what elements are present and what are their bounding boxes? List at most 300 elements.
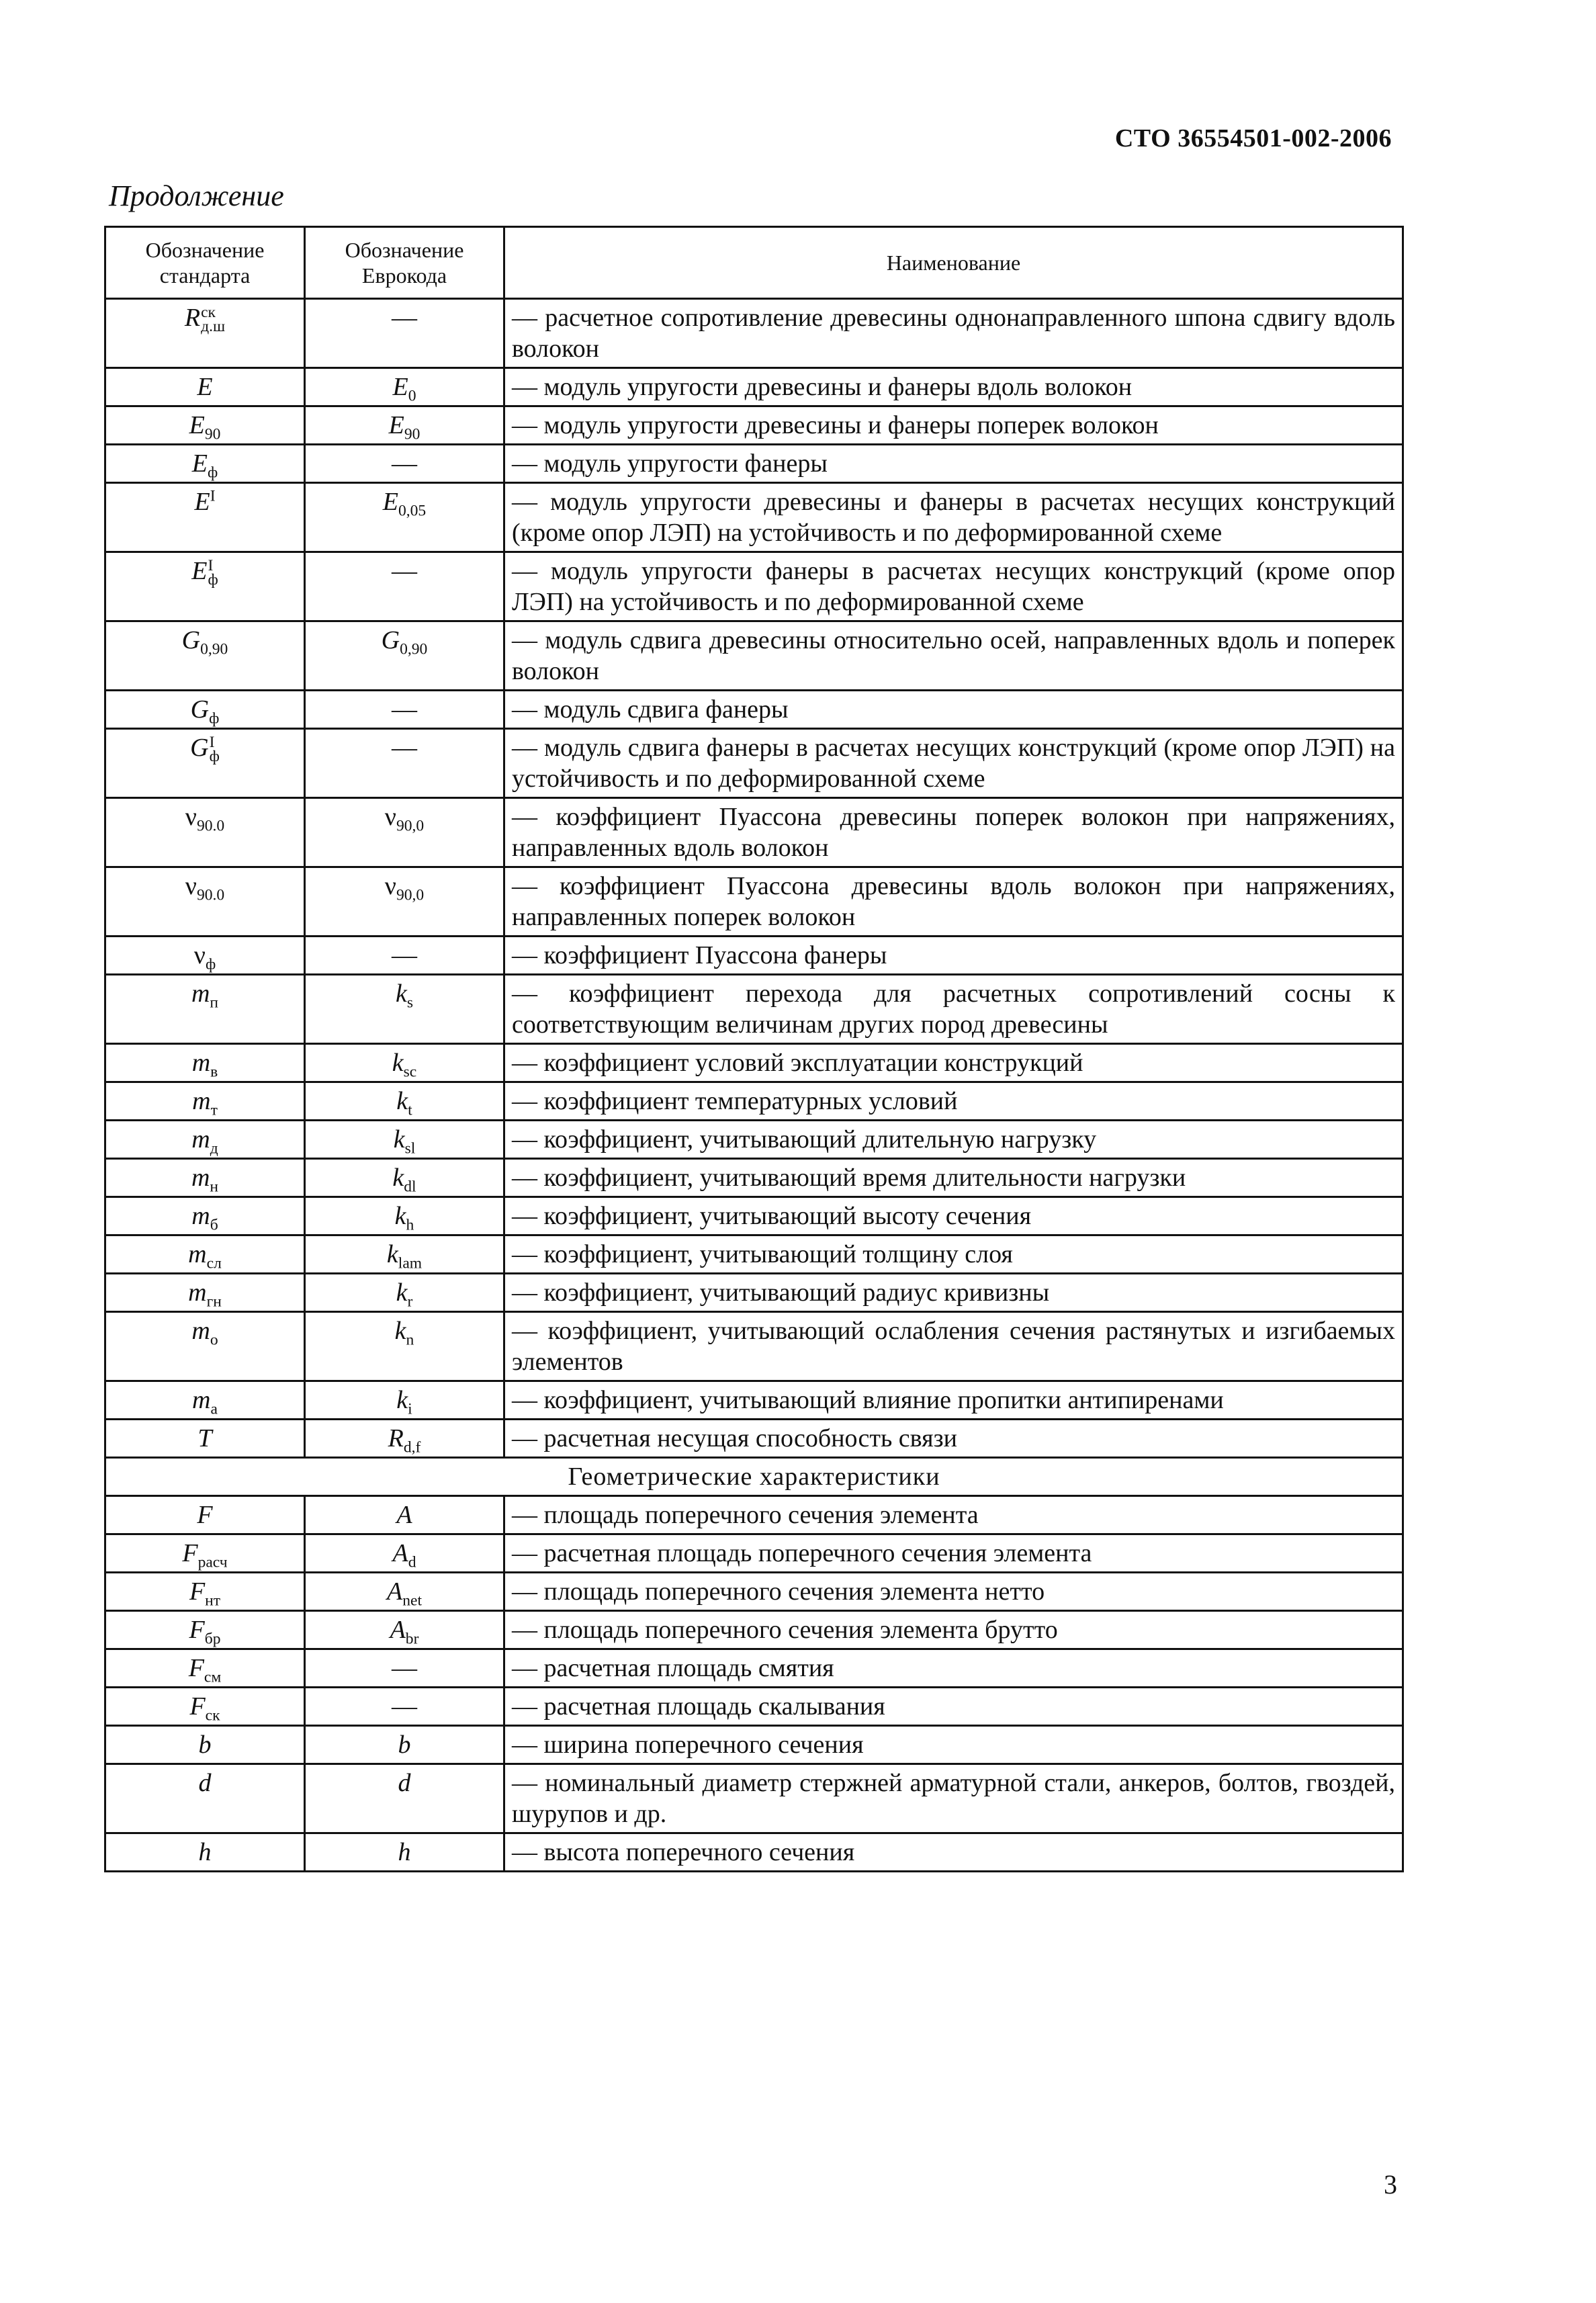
standard-symbol [191,1164,219,1196]
standard-symbol [188,1240,222,1272]
table-row [105,299,1403,368]
description-cell: — коэффициент, учитывающий радиус кривизны [504,1274,1403,1312]
standard-symbol-cell [105,1121,305,1159]
table-row [105,406,1403,445]
eurocode-symbol-cell [305,368,504,406]
standard-symbol-cell [105,1274,305,1312]
standard-symbol-sub: 90.0 [196,817,225,835]
table-row [105,1534,1403,1573]
standard-symbol-base: T [197,1424,212,1452]
standard-symbol-cell [105,1496,305,1534]
description-cell: — площадь поперечного сечения элемента нетто [504,1573,1403,1611]
standard-symbol-cell [105,1082,305,1121]
eurocode-symbol-sub: d [408,1553,416,1571]
eurocode-symbol-base: A [390,1616,406,1644]
eurocode-symbol-cell [305,1274,504,1312]
description-cell: — расчетная площадь поперечного сечения элемента [504,1534,1403,1573]
standard-symbol-sub: 90.0 [196,886,225,904]
table-body-geometry [105,1496,1403,1872]
standard-symbol-base: m [191,1049,211,1077]
eurocode-symbol-base: R [388,1424,404,1452]
description-cell: — модуль сдвига фанеры [504,691,1403,729]
table-row [105,975,1403,1044]
standard-symbol-base: F [189,1577,206,1606]
eurocode-symbol-base: ν [384,872,396,900]
standard-symbol [197,1424,212,1452]
eurocode-symbol-sub: 0,90 [400,640,428,658]
eurocode-symbol-cell: — [305,729,504,798]
standard-symbol-cell [105,867,305,937]
description-cell: — модуль сдвига фанеры в расчетах несущих конструкций (кроме опор ЛЭП) на устойчивость и по деформированной схеме [504,729,1403,798]
standard-symbol-sup: ск [201,304,216,322]
standard-symbol-sub: ф [207,464,218,482]
table-row [105,1235,1403,1274]
eurocode-symbol [393,1125,416,1158]
eurocode-symbol-sub: sl [404,1139,416,1158]
table-row [105,1159,1403,1197]
table-row [105,1573,1403,1611]
eurocode-symbol-sub: d,f [403,1438,421,1457]
eurocode-symbol-cell [305,1312,504,1381]
eurocode-symbol [396,1087,412,1119]
standard-symbol-base: F [197,1501,213,1529]
standard-symbol-sup: I [208,557,214,575]
table-row [105,1274,1403,1312]
standard-symbol [188,1654,222,1686]
standard-symbol-cell [105,1381,305,1420]
eurocode-symbol-sub: s [406,994,414,1012]
standard-symbol [191,1125,218,1158]
eurocode-symbol [387,1577,422,1610]
standard-symbol [190,734,220,766]
description-cell: — расчетная площадь смятия [504,1649,1403,1688]
standard-symbol [199,1769,212,1797]
eurocode-symbol [395,980,414,1012]
description-cell: — площадь поперечного сечения элемента брутто [504,1611,1403,1649]
standard-symbol-cell [105,1197,305,1235]
eurocode-symbol-cell [305,1159,504,1197]
eurocode-symbol-sub: t [408,1101,412,1119]
description-cell: — коэффициент, учитывающий влияние пропитки антипиренами [504,1381,1403,1420]
standard-symbol-scripts [208,559,218,587]
standard-symbol [199,1731,212,1759]
standard-symbol [191,1202,218,1234]
eurocode-symbol-cell [305,621,504,691]
eurocode-symbol-base: k [394,1317,406,1345]
eurocode-symbol-cell: — [305,937,504,975]
standard-symbol [191,1049,218,1081]
standard-symbol-sub: б [210,1216,218,1234]
standard-symbol-sup: I [210,487,216,505]
standard-symbol [181,626,228,658]
description-cell: — модуль упругости древесины и фанеры вдоль волокон [504,368,1403,406]
standard-symbol-sub: бр [204,1630,221,1648]
standard-symbol-sub: т [210,1101,218,1119]
eurocode-symbol-cell: — [305,552,504,621]
eurocode-symbol [386,1240,423,1272]
standard-symbol-sub: н [210,1178,219,1196]
table-row [105,368,1403,406]
eurocode-symbol-base: h [398,1838,411,1866]
section-row [105,1458,1403,1496]
eurocode-symbol-cell [305,1044,504,1082]
description-cell: — модуль упругости фанеры [504,445,1403,483]
eurocode-symbol-base: k [392,1164,404,1192]
table-row [105,1726,1403,1764]
standard-symbol-cell [105,406,305,445]
table-row [105,1197,1403,1235]
standard-symbol-base: m [192,1386,211,1414]
standard-symbol-base: F [189,1616,205,1644]
standard-symbol-base: m [188,1240,207,1268]
standard-symbol-cell [105,729,305,798]
eurocode-symbol-cell [305,483,504,552]
eurocode-symbol-cell: — [305,1688,504,1726]
standard-symbol-sub: а [210,1400,218,1418]
eurocode-symbol-cell [305,1381,504,1420]
eurocode-symbol [384,872,425,904]
description-cell: — модуль упругости фанеры в расчетах несущих конструкций (кроме опор ЛЭП) на устойчивость и по деформированной схеме [504,552,1403,621]
standard-symbol [182,1539,228,1571]
standard-symbol-base: m [191,1317,210,1345]
standard-symbol [189,1692,220,1725]
standard-symbol-sub: нт [205,1592,221,1610]
standard-symbol [189,411,221,443]
description-cell: — площадь поперечного сечения элемента [504,1496,1403,1534]
description-cell: — коэффициент, учитывающий толщину слоя [504,1235,1403,1274]
standard-symbol-base: E [191,449,208,478]
standard-symbol-sub: ф [209,709,220,728]
description-cell: — расчетная несущая способность связи [504,1420,1403,1458]
description-cell: — коэффициент температурных условий [504,1082,1403,1121]
standard-symbol-cell [105,299,305,368]
description-cell: — высота поперечного сечения [504,1833,1403,1872]
table-row [105,1381,1403,1420]
standard-symbol-base: F [188,1654,204,1682]
standard-symbol [199,1838,212,1866]
standard-symbol-cell [105,1312,305,1381]
standard-symbol-base: G [181,626,201,654]
standard-symbol-cell [105,1159,305,1197]
standard-symbol-base: d [198,1769,212,1797]
eurocode-symbol [394,1202,414,1234]
standard-symbol-sub: 90 [204,425,221,443]
standard-symbol-base: G [190,695,210,724]
standard-symbol-cell [105,1649,305,1688]
header-standard: Обозначение стандарта [105,227,305,299]
eurocode-symbol [398,1769,411,1797]
description-cell: — коэффициент, учитывающий высоту сечения [504,1197,1403,1235]
eurocode-symbol-cell [305,1235,504,1274]
standard-symbol-cell [105,1764,305,1833]
standard-symbol-sub: о [210,1331,218,1349]
eurocode-symbol [394,1317,414,1349]
eurocode-symbol-base: b [398,1731,411,1759]
eurocode-symbol-base: E [388,411,404,439]
standard-symbol-sub: п [210,994,219,1012]
table-row [105,1611,1403,1649]
eurocode-symbol-base: G [381,626,400,654]
standard-symbol-cell [105,1573,305,1611]
eurocode-symbol-cell [305,798,504,867]
standard-symbol-sub: д [210,1139,218,1158]
table-row [105,1649,1403,1688]
eurocode-symbol-cell [305,406,504,445]
table-row [105,1764,1403,1833]
eurocode-symbol-sub: h [406,1216,414,1234]
standard-symbol-sub: ск [205,1706,220,1725]
standard-symbol [185,803,225,835]
eurocode-symbol-cell [305,975,504,1044]
eurocode-symbol-sub: n [406,1331,414,1349]
eurocode-symbol-cell [305,867,504,937]
eurocode-symbol-base: A [387,1577,403,1606]
eurocode-symbol [396,1278,413,1311]
eurocode-symbol-sub: br [405,1630,419,1648]
eurocode-symbol-cell [305,1496,504,1534]
eurocode-symbol [381,626,428,658]
description-cell: — коэффициент, учитывающий время длительности нагрузки [504,1159,1403,1197]
eurocode-symbol-cell [305,1197,504,1235]
table-row [105,1082,1403,1121]
eurocode-symbol [382,488,427,520]
eurocode-symbol-base: A [396,1501,412,1529]
standard-symbol-sub: в [210,1063,218,1081]
description-cell: — коэффициент Пуассона древесины вдоль волокон при напряжениях, направленных поперек волокон [504,867,1403,937]
description-cell: — коэффициент, учитывающий ослабления сечения растянутых и изгибаемых элементов [504,1312,1403,1381]
standard-symbol-cell [105,937,305,975]
page-number: 3 [1384,2169,1397,2200]
standard-symbol [197,1501,212,1529]
eurocode-symbol-base: A [392,1539,408,1567]
eurocode-symbol-cell [305,1726,504,1764]
standard-symbol-base: m [191,980,210,1008]
standard-symbol-cell [105,1235,305,1274]
eurocode-symbol-cell [305,1611,504,1649]
eurocode-symbol-sub: net [402,1592,422,1610]
standard-symbol-base: m [191,1164,210,1192]
standard-symbol [194,488,215,516]
description-cell: — коэффициент, учитывающий длительную нагрузку [504,1121,1403,1159]
standard-symbol-sub: ф [205,955,216,973]
standard-symbol [193,941,216,973]
standard-symbol-cell [105,1534,305,1573]
eurocode-symbol [398,1838,411,1866]
table-header-row [105,227,1403,299]
standard-symbol [190,695,220,728]
standard-symbol-base: m [192,1087,211,1115]
eurocode-symbol-sub: 90,0 [396,817,425,835]
standard-symbol-cell [105,368,305,406]
standard-symbol-base: E [189,411,205,439]
table-row [105,798,1403,867]
description-cell: — расчетная площадь скалывания [504,1688,1403,1726]
eurocode-symbol-cell [305,1420,504,1458]
eurocode-symbol [390,1616,419,1648]
eurocode-symbol [396,1501,412,1529]
table-row [105,1312,1403,1381]
description-cell: — коэффициент Пуассона фанеры [504,937,1403,975]
standard-symbol-base: E [197,373,213,401]
table-row [105,691,1403,729]
eurocode-symbol-sub: lam [398,1254,423,1272]
standard-symbol-base: E [194,488,210,516]
standard-symbol [185,872,225,904]
notation-table [104,226,1404,1872]
description-cell: — модуль упругости древесины и фанеры в расчетах несущих конструкций (кроме опор ЛЭП) на устойчивость и по деформированной схеме [504,483,1403,552]
description-cell: — ширина поперечного сечения [504,1726,1403,1764]
eurocode-symbol-sub: 0,05 [398,502,427,520]
eurocode-symbol [392,373,416,405]
standard-symbol [197,373,212,401]
eurocode-symbol-cell [305,1121,504,1159]
header-eurocode: Обозначение Еврокода [305,227,504,299]
standard-symbol-base: E [191,557,208,585]
standard-symbol-cell [105,798,305,867]
eurocode-symbol-cell [305,1833,504,1872]
description-cell: — коэффициент перехода для расчетных сопротивлений сосны к соответствующим величинам других пород древесины [504,975,1403,1044]
standard-symbol-base: ν [185,872,197,900]
eurocode-symbol [392,1164,416,1196]
eurocode-symbol-base: k [394,1202,406,1230]
standard-symbol-cell [105,975,305,1044]
table-row [105,867,1403,937]
table-row [105,1044,1403,1082]
eurocode-symbol-sub: 90,0 [396,886,425,904]
eurocode-symbol-base: d [398,1769,411,1797]
standard-symbol [191,980,219,1012]
eurocode-symbol-sub: sc [403,1063,417,1081]
standard-symbol-sub: ф [209,748,220,766]
standard-symbol [191,449,218,482]
standard-symbol-cell [105,1833,305,1872]
standard-symbol [189,1577,221,1610]
eurocode-symbol [392,1539,416,1571]
eurocode-symbol-base: ν [384,803,396,831]
eurocode-symbol [396,1386,412,1418]
standard-symbol-sub: см [204,1668,222,1686]
header-name: Наименование [504,227,1403,299]
eurocode-symbol-cell [305,1764,504,1833]
eurocode-symbol [388,411,420,443]
eurocode-symbol-base: k [393,1125,405,1154]
eurocode-symbol [388,1424,421,1457]
section-body [105,1458,1403,1496]
section-title: Геометрические характеристики [105,1458,1403,1496]
standard-symbol-base: m [191,1125,210,1154]
standard-symbol-base: G [190,734,209,762]
eurocode-symbol-sub: 90 [404,425,420,443]
standard-symbol-base: F [182,1539,198,1567]
eurocode-symbol [398,1731,411,1759]
standard-symbol-sub: расч [197,1553,228,1571]
standard-symbol-base: h [198,1838,212,1866]
standard-symbol-cell [105,621,305,691]
standard-symbol-sub: д.ш [201,318,226,336]
description-cell: — расчетное сопротивление древесины однонаправленного шпона сдвигу вдоль волокон [504,299,1403,368]
table-body [105,299,1403,1458]
eurocode-symbol-base: k [386,1240,398,1268]
standard-symbol-base: ν [185,803,197,831]
standard-symbol-scripts [210,736,220,764]
standard-symbol-base: R [184,304,201,332]
standard-symbol [189,1616,221,1648]
standard-symbol [192,1087,218,1119]
description-cell: — модуль сдвига древесины относительно осей, направленных вдоль и поперек волокон [504,621,1403,691]
standard-symbol-cell [105,1611,305,1649]
eurocode-symbol-cell [305,1573,504,1611]
table-row [105,621,1403,691]
standard-symbol-cell [105,445,305,483]
eurocode-symbol-sub: dl [404,1178,416,1196]
eurocode-symbol-base: k [396,1087,408,1115]
eurocode-symbol-cell [305,1082,504,1121]
standard-symbol [191,1317,218,1349]
eurocode-symbol-cell: — [305,445,504,483]
eurocode-symbol-sub: r [407,1293,413,1311]
standard-symbol-base: m [191,1202,210,1230]
standard-symbol-cell [105,691,305,729]
table-row [105,1121,1403,1159]
eurocode-symbol-base: k [392,1049,404,1077]
eurocode-symbol-cell [305,1534,504,1573]
continuation-label: Продолжение [109,179,284,212]
standard-symbol-sub: сл [206,1254,222,1272]
standard-symbol-cell [105,1420,305,1458]
table-row [105,1833,1403,1872]
standard-symbol-scripts [201,306,225,334]
eurocode-symbol-base: E [382,488,398,516]
standard-symbol-cell [105,1044,305,1082]
document-code: СТО 36554501-002-2006 [1114,124,1392,153]
standard-symbol-cell [105,1688,305,1726]
table-row [105,1688,1403,1726]
standard-symbol-base: F [189,1692,206,1721]
description-cell: — коэффициент Пуассона древесины поперек волокон при напряжениях, направленных вдоль волокон [504,798,1403,867]
eurocode-symbol-cell: — [305,299,504,368]
table-row [105,729,1403,798]
standard-symbol-sup: I [209,734,215,752]
table-row [105,445,1403,483]
eurocode-symbol-cell: — [305,691,504,729]
standard-symbol-base: b [198,1731,212,1759]
eurocode-symbol-sub: i [408,1400,412,1418]
eurocode-symbol-cell: — [305,1649,504,1688]
standard-symbol [184,304,226,336]
table-row [105,1496,1403,1534]
table-row [105,483,1403,552]
standard-symbol-base: m [188,1278,207,1307]
standard-symbol-sub: гн [206,1293,222,1311]
description-cell: — коэффициент условий эксплуатации конструкций [504,1044,1403,1082]
description-cell: — номинальный диаметр стержней арматурной стали, анкеров, болтов, гвоздей, шурупов и др. [504,1764,1403,1833]
table-row [105,552,1403,621]
eurocode-symbol [392,1049,417,1081]
standard-symbol-base: ν [193,941,206,969]
standard-symbol-sub: ф [208,571,218,589]
standard-symbol [191,557,218,589]
table-row [105,937,1403,975]
eurocode-symbol-base: E [392,373,408,401]
standard-symbol-sub: 0,90 [200,640,228,658]
eurocode-symbol-base: k [396,1278,408,1307]
standard-symbol [188,1278,222,1311]
eurocode-symbol-base: k [395,980,407,1008]
eurocode-symbol-base: k [396,1386,408,1414]
standard-symbol-cell [105,1726,305,1764]
standard-symbol-cell [105,552,305,621]
table-row [105,1420,1403,1458]
